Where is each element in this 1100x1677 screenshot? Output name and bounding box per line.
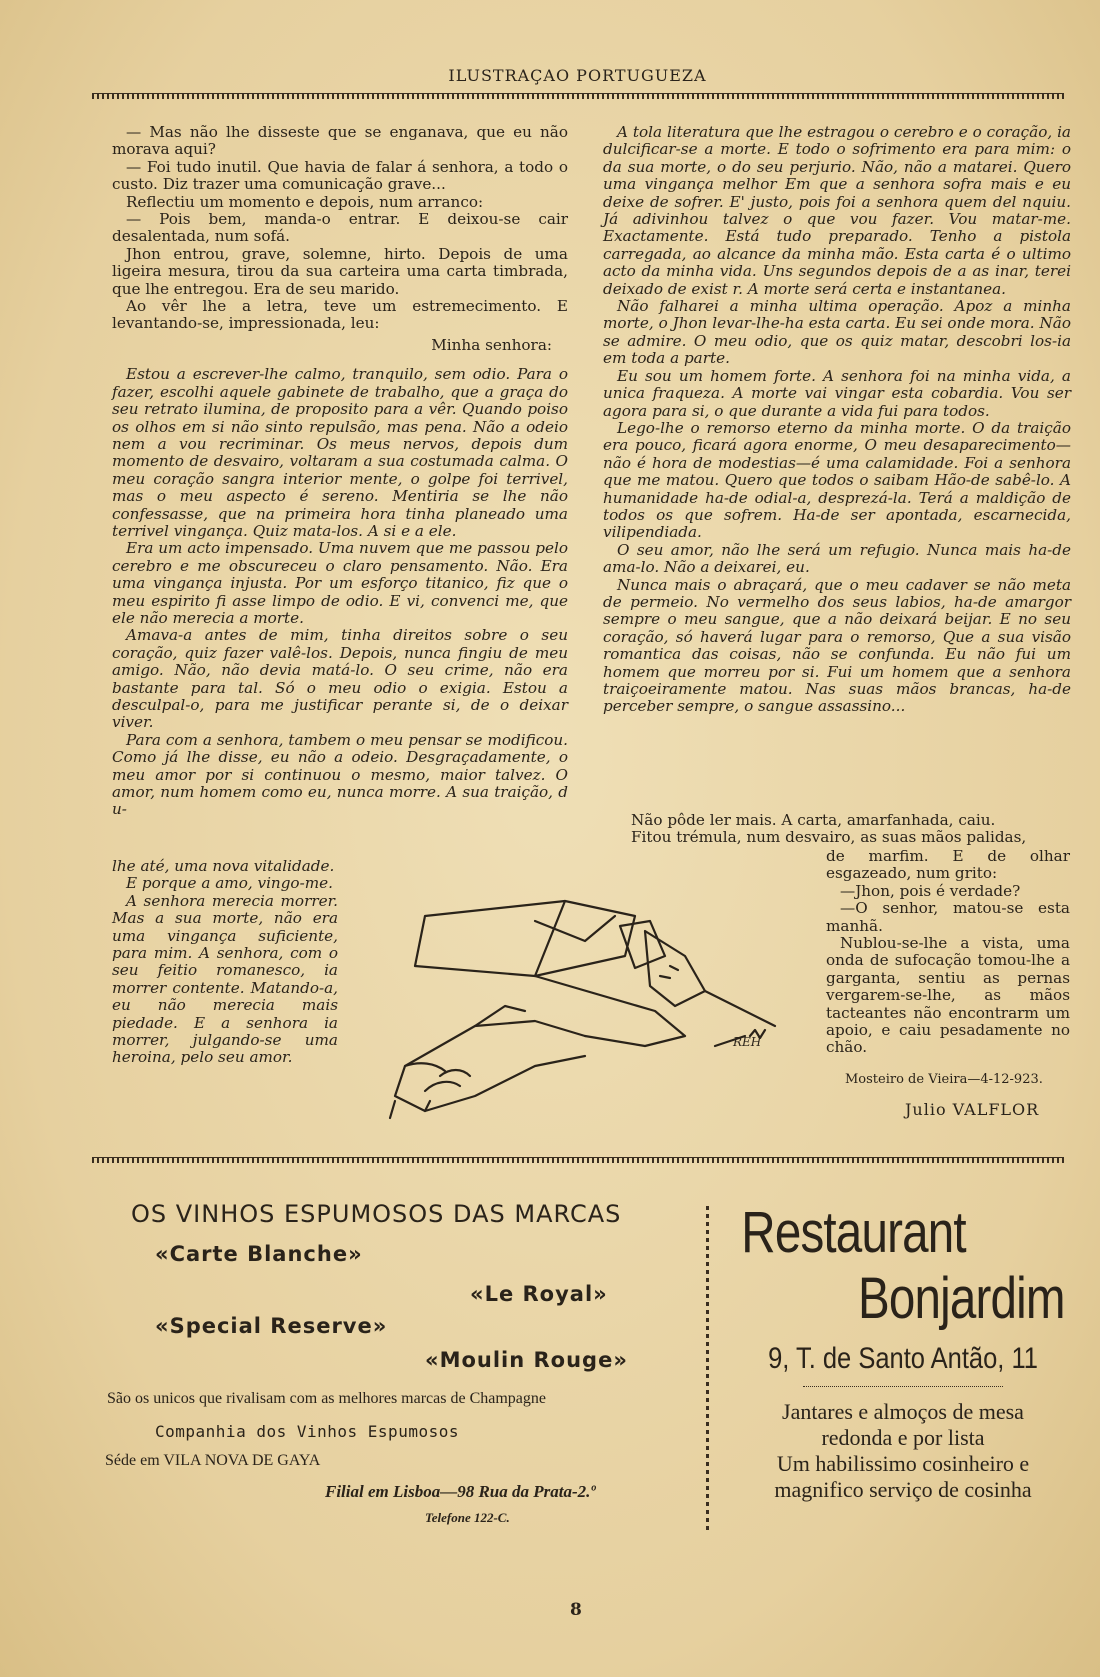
restaurant-name-line2: Bonjardim [857, 1266, 1065, 1331]
hand-shape [395, 1021, 585, 1111]
brand-special-reserve: «Special Reserve» [155, 1314, 388, 1338]
restaurant-line: magnifico serviço de cosinha [774, 1477, 1032, 1502]
letter-paragraph: O seu amor, não lhe será um refugio. Nunca mais ha-de ama-lo. Não a deixarei, eu. [603, 540, 1071, 577]
divider [803, 1386, 1003, 1387]
ad-separator-rule [92, 1157, 1064, 1163]
paragraph: Reflectiu um momento e depois, num arranco: [126, 192, 484, 211]
story-right-continuation [617, 812, 1071, 847]
letter-paragraph: Para com a senhora, tambem o meu pensar se modificou. Como já lhe disse, eu não a odeio. Desgraçadamente, o meu amor por si continuou o mesmo, maior talvez. O amor, num homem como eu, nunca morre. A sua traição, d u- [112, 730, 568, 819]
running-header: ILUSTRAÇAO PORTUGUEZA [448, 66, 707, 85]
company-seat: Séde em VILA NOVA DE GAYA [105, 1452, 321, 1469]
letter-paragraph: Nunca mais o abraçará, que o meu cadaver se não meta de permeio. No vermelho dos seus labios, ha-de amargor sempre o meu sangue, que a não deixará beijar. E no seu coração, só haverá lugar para o remorso, Que a sua visão romantica das coisas, não se confunda. Eu não fui um homem que morreu por si. Fui um homem que a senhora traiçoeiramente matou. Nas suas mãos brancas, ha-de perceber sempre, o sangue assassino... [603, 575, 1071, 716]
phone-number: Telefone 122-C. [425, 1510, 510, 1525]
wine-claim: São os unicos que rivalisam com as melhores marcas de Champagne [107, 1390, 546, 1407]
ad-divider [706, 1206, 709, 1531]
company-name: Companhia dos Vinhos Espumosos [155, 1422, 459, 1441]
restaurant-line: Um habilissimo cosinheiro e [776, 1451, 1030, 1476]
restaurant-address: 9, T. de Santo Antão, 11 [768, 1342, 1038, 1375]
wine-ad-heading: OS VINHOS ESPUMOSOS DAS MARCAS [131, 1200, 622, 1228]
header-rule [92, 93, 1064, 99]
letter-paragraph: Amava-a antes de mim, tinha direitos sobre o seu coração, quiz fazer valê-los. Depois, nunca fingiu de meu amigo. Não, não devia matá-lo. O seu crime, não era bastante para tal. Só o meu odio o exigia. Estou a desculpal-o, para me justificar perante si, de o deixar viver. [112, 626, 568, 732]
paragraph: Jhon entrou, grave, solemne, hirto. Depois de uma ligeira mesura, tirou da sua carteira uma carta timbrada, que lhe entregou. Era de seu marido. [112, 244, 568, 298]
story-left-continuation [112, 858, 338, 1067]
author: Julio VALFLOR [905, 1100, 1040, 1119]
paragraph: de marfim. E de olhar esgazeado, num grito: [826, 847, 1070, 883]
paper-sheet-shape [415, 901, 635, 976]
letter-salutation: Minha senhora: [431, 335, 552, 354]
letter-paragraph: Estou a escrever-lhe calmo, tranquilo, sem odio. Para o fazer, escolhi aquele gabinete de trabalho, que a graça do seu retrato ilumina, de proposito para a vêr. Quando poiso os olhos em si não sinto repulsão, mas pena. Não a odeio nem a vou recriminar. Os meus nervos, depois dum momento de desvairo, voltaram a sua costumada calma. O meu coração sangra interior mente, o golpe foi terrivel, mas o meu aspecto é sereno. Mentiria se lhe não confessasse, que na primeira hora tinha planeado uma terrivel vingança. Quiz mata-los. A si e a ele. [112, 365, 568, 540]
branch-address: Filial em Lisboa—98 Rua da Prata-2.º [325, 1482, 596, 1501]
brand-moulin-rouge: «Moulin Rouge» [425, 1348, 628, 1372]
paragraph: Não pôde ler mais. A carta, amarfanhada, caiu. [631, 811, 996, 829]
letter-paragraph: Eu sou um homem forte. A senhora foi na minha vida, a unica fraqueza. A morte vai vingar esta cobardia. Vou ser agora para si, o que durante a vida fui para todos. [603, 366, 1071, 420]
restaurant-advertisement [728, 1200, 1078, 1503]
restaurant-name-line1: Restaurant [741, 1200, 966, 1265]
restaurant-line: redonda e por lista [821, 1425, 985, 1450]
letter-paragraph: A tola literatura que lhe estragou o cerebro e o coração, ia dulcificar-se a morte. E todo o sofrimento era para mim: o da sua morte, o do seu perjurio. Não, não a matarei. Quero uma vingança melhor Em que a senhora sofra mais e eu deixe de sofrer. E' justo, pois foi a senhora quem del nquiu. Já adivinhou talvez o que vou fazer. Vou matar-me. Exactamente. Está tudo preparado. Tenho a pistola carregada, ao alcance da minha mão. Esta carta é o ultimo acto da minha vida. Uns segundos depois de a as inar, terei deixado de exist r. A morte será certa e instantanea. [603, 123, 1071, 298]
brand-carte-blanche: «Carte Blanche» [155, 1242, 363, 1266]
letter-paragraph: lhe até, uma nova vitalidade. [112, 857, 335, 875]
story-right-narrow [826, 848, 1070, 1057]
paragraph: — Mas não lhe disseste que se enganava, que eu não morava aqui? [112, 123, 568, 159]
brand-le-royal: «Le Royal» [470, 1282, 608, 1306]
paragraph: —O senhor, matou-se esta manhã. [826, 899, 1070, 935]
page-number: 8 [570, 1600, 582, 1620]
paragraph: — Foi tudo inutil. Que havia de falar á senhora, a todo o custo. Diz trazer uma comunicação grave... [112, 157, 568, 194]
paragraph: Fitou trémula, num desvairo, as suas mãos palidas, [631, 828, 1027, 847]
letter-paragraph: E porque a amo, vingo-me. [126, 874, 333, 893]
artist-signature: REH [733, 1035, 762, 1049]
paragraph: Nublou-se-lhe a vista, uma onda de sufocação tomou-lhe a garganta, sentiu as pernas vergarem-se-lhe, as mãos tacteantes não encontrarm um apoio, e caiu pesadamente no chão. [826, 934, 1070, 1057]
letter-paragraph: Não falharei a minha ultima operação. Apoz a minha morte, o Jhon levar-lhe-ha esta carta. Eu sei onde mora. Não se admire. O meu odio, que os quiz matar, descobri los-ia em toda a parte. [603, 297, 1071, 368]
letter-paragraph: Lego-lhe o remorso eterno da minha morte. O da traição era pouco, ficará agora enorme, O meu desaparecimento—não é hora de modestias—é uma calamidade. Foi a senhora que me matou. Quero que todos o saibam Hão-de sabê-lo. A humanidade ha-de odial-a, desprezá-la. Terá a maldição de todos os que sofrem. Ha-de ser apontada, escarnecida, vilipendiada. [603, 418, 1071, 542]
letter-paragraph: Era um acto impensado. Uma nuvem que me passou pelo cerebro e me obscureceu o claro pensamento. Não. Era uma vingança injusta. Por um esforço titanico, fiz que o meu espirito fi asse limpo de odio. E vi, convenci me, que ele não merecia a morte. [112, 539, 568, 627]
story-left-column [112, 124, 568, 819]
pistol-illustration [385, 896, 815, 1121]
paragraph: Ao vêr lhe a letra, teve um estremecimento. E levantando-se, impressionada, leu: [112, 297, 568, 333]
restaurant-line: Jantares e almoços de mesa [782, 1399, 1024, 1424]
story-right-column [603, 124, 1071, 716]
paragraph: — Pois bem, manda-o entrar. E deixou-se cair desalentada, num sofá. [112, 210, 568, 246]
letter-paragraph: A senhora merecia morrer. Mas a sua morte, não era uma vingança suficiente, para mim. A senhora, com o seu feitio romanesco, ia morrer contente. Matando-a, eu não merecia mais piedade. E a senhora ia morrer, julgando-se uma heroina, pelo seu amor. [112, 891, 338, 1067]
place-date: Mosteiro de Vieira—4-12-923. [845, 1072, 1043, 1087]
paragraph: —Jhon, pois é verdade? [840, 881, 1021, 900]
